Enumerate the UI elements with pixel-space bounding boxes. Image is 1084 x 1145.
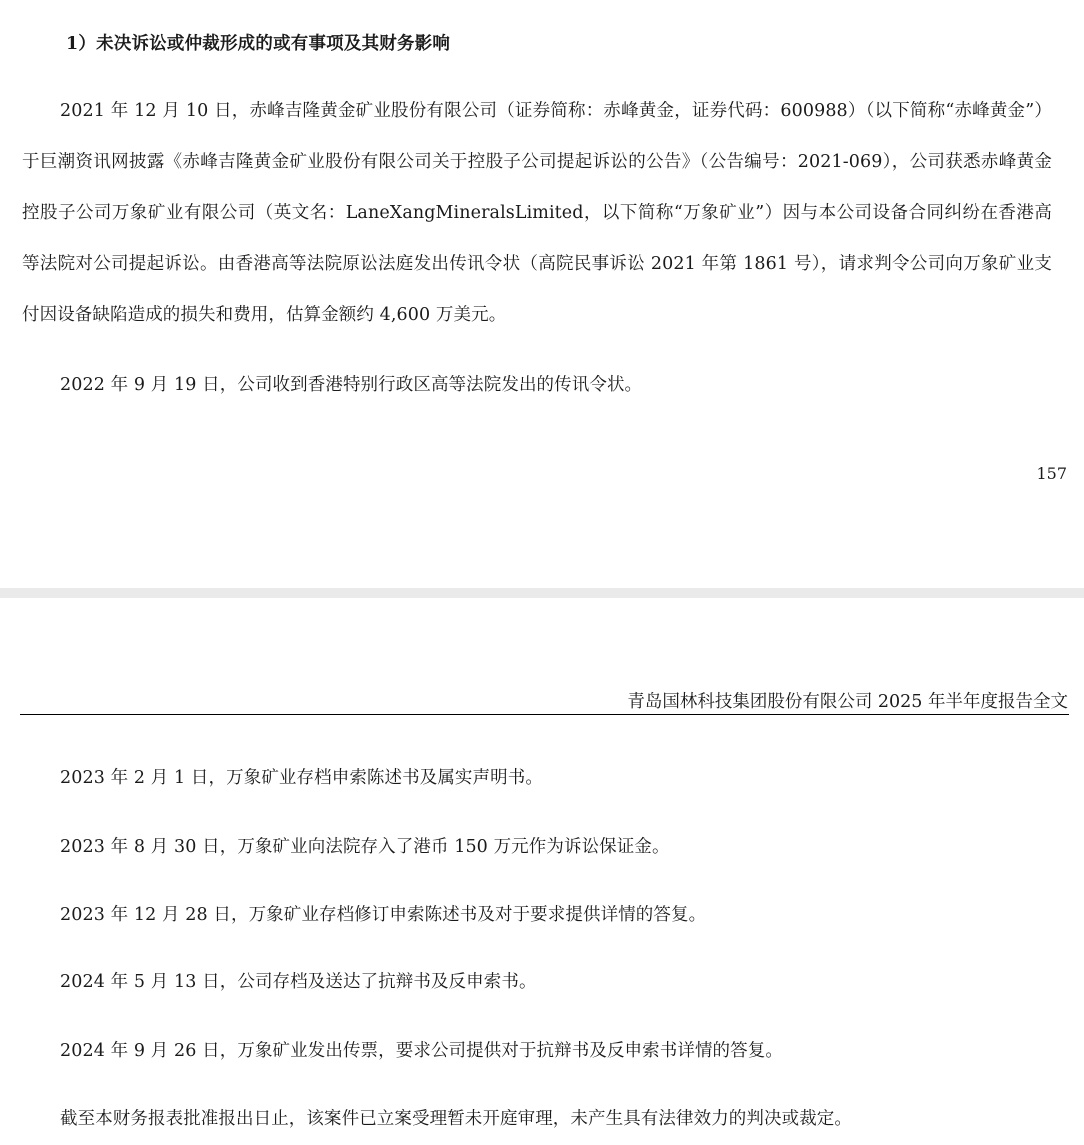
case-status-statement: 截至本财务报表批准报出日止，该案件已立案受理暂未开庭审理，未产生具有法律效力的判决或裁定。 [60,1109,852,1129]
running-header: 青岛国林科技集团股份有限公司 2025 年半年度报告全文 [627,692,1068,712]
header-divider [20,714,1069,715]
paragraph-writ-received: 2022 年 9 月 19 日，公司收到香港特别行政区高等法院发出的传讯令状。 [60,375,643,395]
page-number: 157 [1036,464,1067,483]
timeline-entry: 2024 年 9 月 26 日，万象矿业发出传票，要求公司提供对于抗辩书及反申索书详情的答复。 [60,1041,783,1061]
paragraph-lawsuit-background: 2021 年 12 月 10 日，赤峰吉隆黄金矿业股份有限公司（证券简称：赤峰黄金，证券代码：600988）（以下简称“赤峰黄金”）于巨潮资讯网披露《赤峰吉隆黄金矿业股份有限公司关于控股子公司提起诉讼的公告》（公告编号：2021-069），公司获悉赤峰黄金控股子公司万象矿业有限公司（英文名：LaneXangMineralsLimited，以下简称“万象矿业”）因与本公司设备合同纠纷在香港高等法院对公司提起诉讼。由香港高等法院原讼法庭发出传讯令状（高院民事诉讼 2021 年第 1861 号），请求判令公司向万象矿业支付因设备缺陷造成的损失和费用，估算金额约 4,600 万美元。 [22,101,1052,325]
document-page-158 [0,598,1084,1145]
page-separator [0,588,1084,598]
section-heading: 1）未决诉讼或仲裁形成的或有事项及其财务影响 [66,34,451,54]
timeline-entry: 2024 年 5 月 13 日，公司存档及送达了抗辩书及反申索书。 [60,972,537,992]
timeline-entry: 2023 年 8 月 30 日，万象矿业向法院存入了港币 150 万元作为诉讼保证金。 [60,837,670,857]
timeline-entry: 2023 年 2 月 1 日，万象矿业存档申索陈述书及属实声明书。 [60,768,543,788]
timeline-entry: 2023 年 12 月 28 日，万象矿业存档修订申索陈述书及对于要求提供详情的答复。 [60,905,707,925]
